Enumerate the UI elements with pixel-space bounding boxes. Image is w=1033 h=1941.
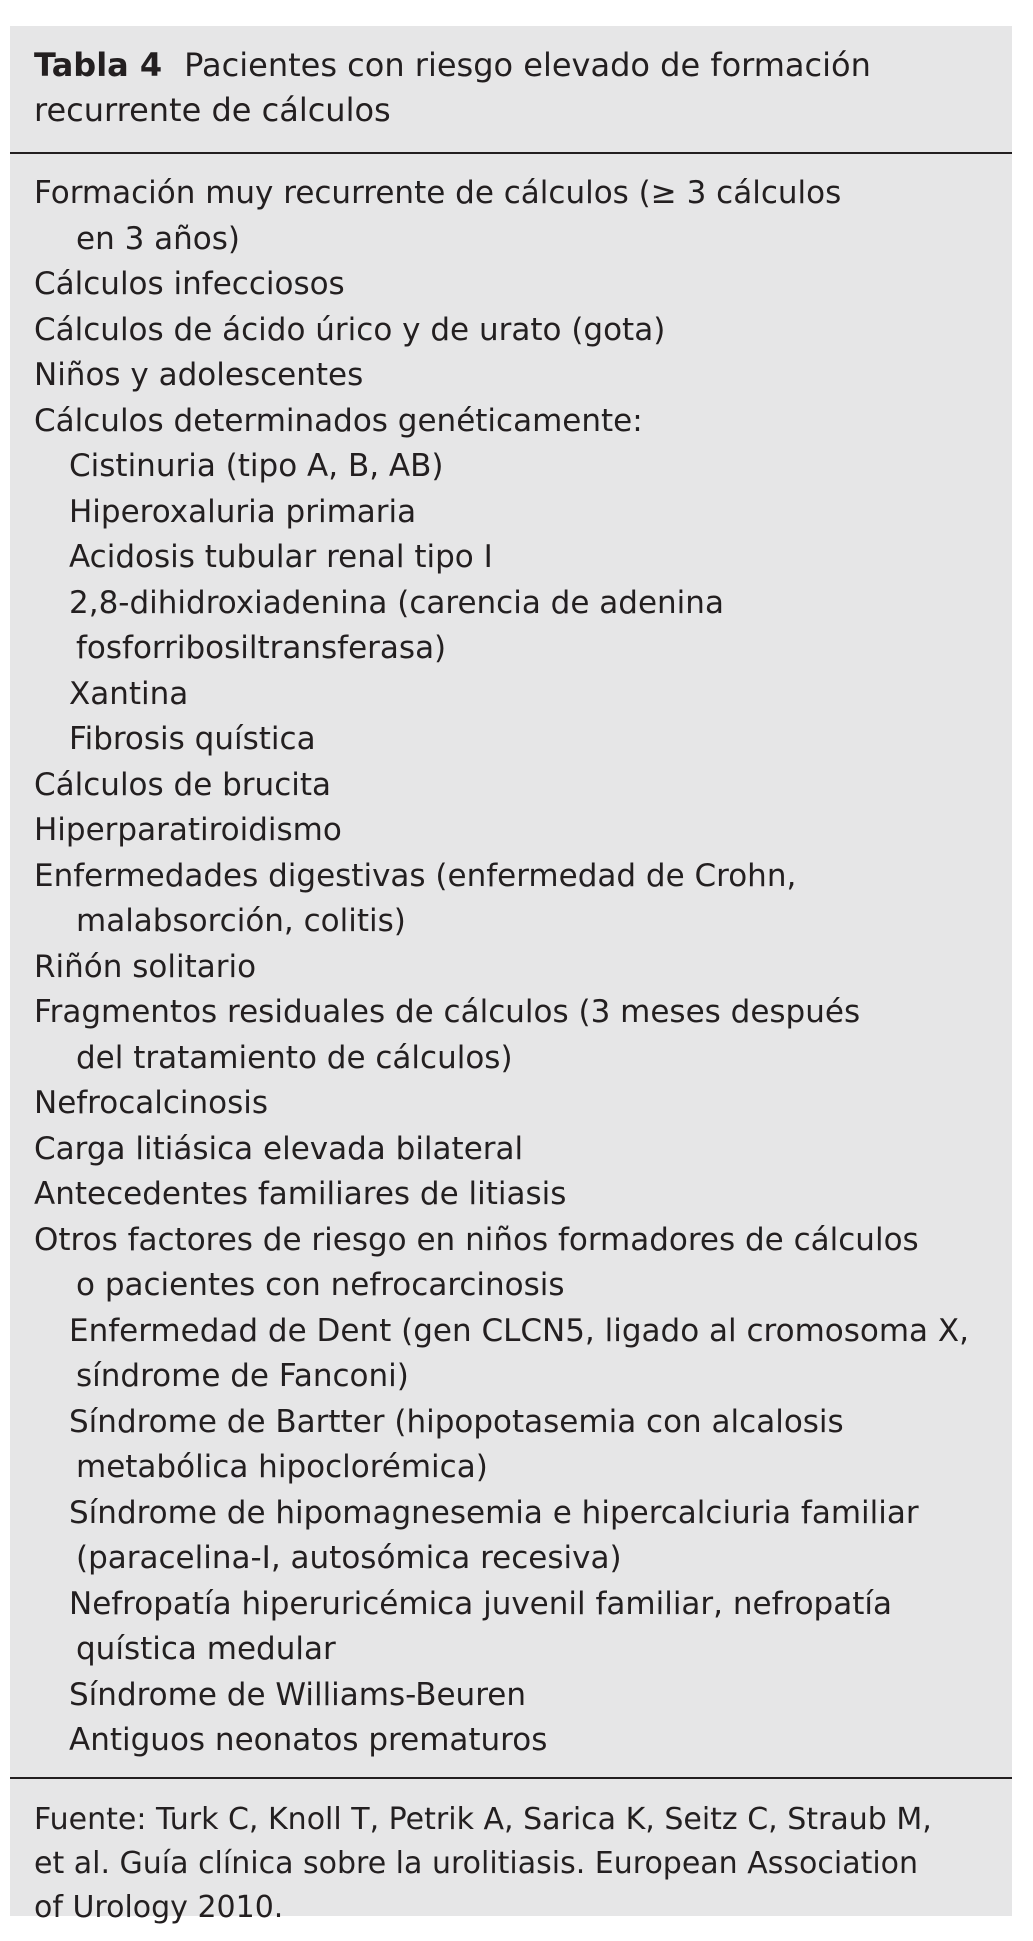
table-subitem [34,1309,1009,1400]
item-text-continuation: en 3 años) [76,220,241,257]
table-item [34,1127,1009,1173]
table-item [34,763,1009,809]
item-text: Cistinuria (tipo A, B, AB) [69,448,444,484]
table-item [34,262,1009,308]
item-text-continuation: metabólica hipoclorémica) [76,1449,488,1485]
item-text-continuation: o pacientes con nefrocarcinosis [76,1267,565,1303]
item-text: Enfermedades digestivas (enfermedad de Crohn, [34,857,797,894]
table-item [34,171,1009,262]
bottom-rule [10,1777,1012,1779]
item-text: Cálculos de brucita [34,766,332,803]
item-text: Niños y adolescentes [34,357,364,393]
item-text-continuation: del tratamiento de cálculos) [76,1039,513,1076]
item-text: Acidosis tubular renal tipo I [69,539,493,575]
top-rule [10,152,1012,154]
table-subitem [34,490,1009,536]
item-text: Hiperparatiroidismo [34,812,342,848]
source-line-2: et al. Guía clínica sobre la urolitiasis. European Association [34,1846,919,1881]
table-item [34,1081,1009,1127]
item-text: Cálculos determinados genéticamente: [34,402,643,439]
source-line-3: of Urology 2010. [34,1890,284,1925]
table-item [34,399,1009,445]
item-text: Cálculos de ácido úrico y de urato (gota) [34,311,666,348]
table-item [34,808,1009,854]
table-item [34,990,1009,1081]
table-item [34,945,1009,991]
item-text: Hiperoxaluria primaria [69,493,417,530]
table-subitem [34,1673,1009,1719]
table-item [34,308,1009,354]
item-text: Riñón solitario [34,948,257,985]
table-subitem [34,717,1009,763]
table-source-note [34,1798,1004,1930]
table-item [34,854,1009,945]
item-text: Xantina [69,675,189,712]
item-text: Fibrosis quística [69,721,316,757]
item-text: Síndrome de Bartter (hipopotasemia con alcalosis [69,1403,844,1440]
item-text: Síndrome de Williams-Beuren [69,1676,526,1713]
item-text: Antiguos neonatos prematuros [69,1722,548,1758]
item-text: Antecedentes familiares de litiasis [34,1176,567,1212]
risk-table [10,26,1012,1925]
caption-line-1 [34,43,974,88]
item-text: 2,8-dihidroxiadenina (carencia de adenina [69,584,724,621]
table-subitem [34,1582,1009,1673]
item-text: Formación muy recurrente de cálculos (≥ 3 cálculos [34,175,842,211]
table-body [34,171,1009,1764]
table-subitem [34,1718,1009,1764]
table-title-line-2: recurrente de cálculos [34,91,391,129]
item-text-continuation: quística medular [76,1631,336,1667]
table-number: Tabla 4 [34,46,163,84]
item-text-continuation: (paracelina-I, autosómica recesiva) [76,1540,622,1576]
item-text: Cálculos infecciosos [34,266,345,302]
table-item [34,353,1009,399]
table-subitem [34,1491,1009,1582]
item-text: Carga litiásica elevada bilateral [34,1130,524,1167]
table-title-line-1: Pacientes con riesgo elevado de formación [184,46,871,84]
table-subitem [34,1400,1009,1491]
item-text: Síndrome de hipomagnesemia e hipercalciuria familiar [69,1494,919,1531]
table-subitem [34,535,1009,581]
item-text: Nefropatía hiperuricémica juvenil familiar, nefropatía [69,1585,892,1622]
table-item [34,1172,1009,1218]
item-text: Enfermedad de Dent (gen CLCN5, ligado al cromosoma X, [69,1312,969,1349]
table-item [34,1218,1009,1309]
source-line-1: Fuente: Turk C, Knoll T, Petrik A, Sarica K, Seitz C, Straub M, [34,1802,932,1837]
table-caption [34,43,974,133]
item-text-continuation: fosforribosiltransferasa) [76,630,447,666]
table-subitem [34,672,1009,718]
table-subitem [34,581,1009,672]
item-text: Otros factores de riesgo en niños formadores de cálculos [34,1221,919,1258]
item-text: Nefrocalcinosis [34,1085,269,1121]
table-subitem [34,444,1009,490]
item-text-continuation: síndrome de Fanconi) [76,1358,409,1394]
item-text: Fragmentos residuales de cálculos (3 meses después [34,994,861,1030]
item-text-continuation: malabsorción, colitis) [76,903,406,939]
